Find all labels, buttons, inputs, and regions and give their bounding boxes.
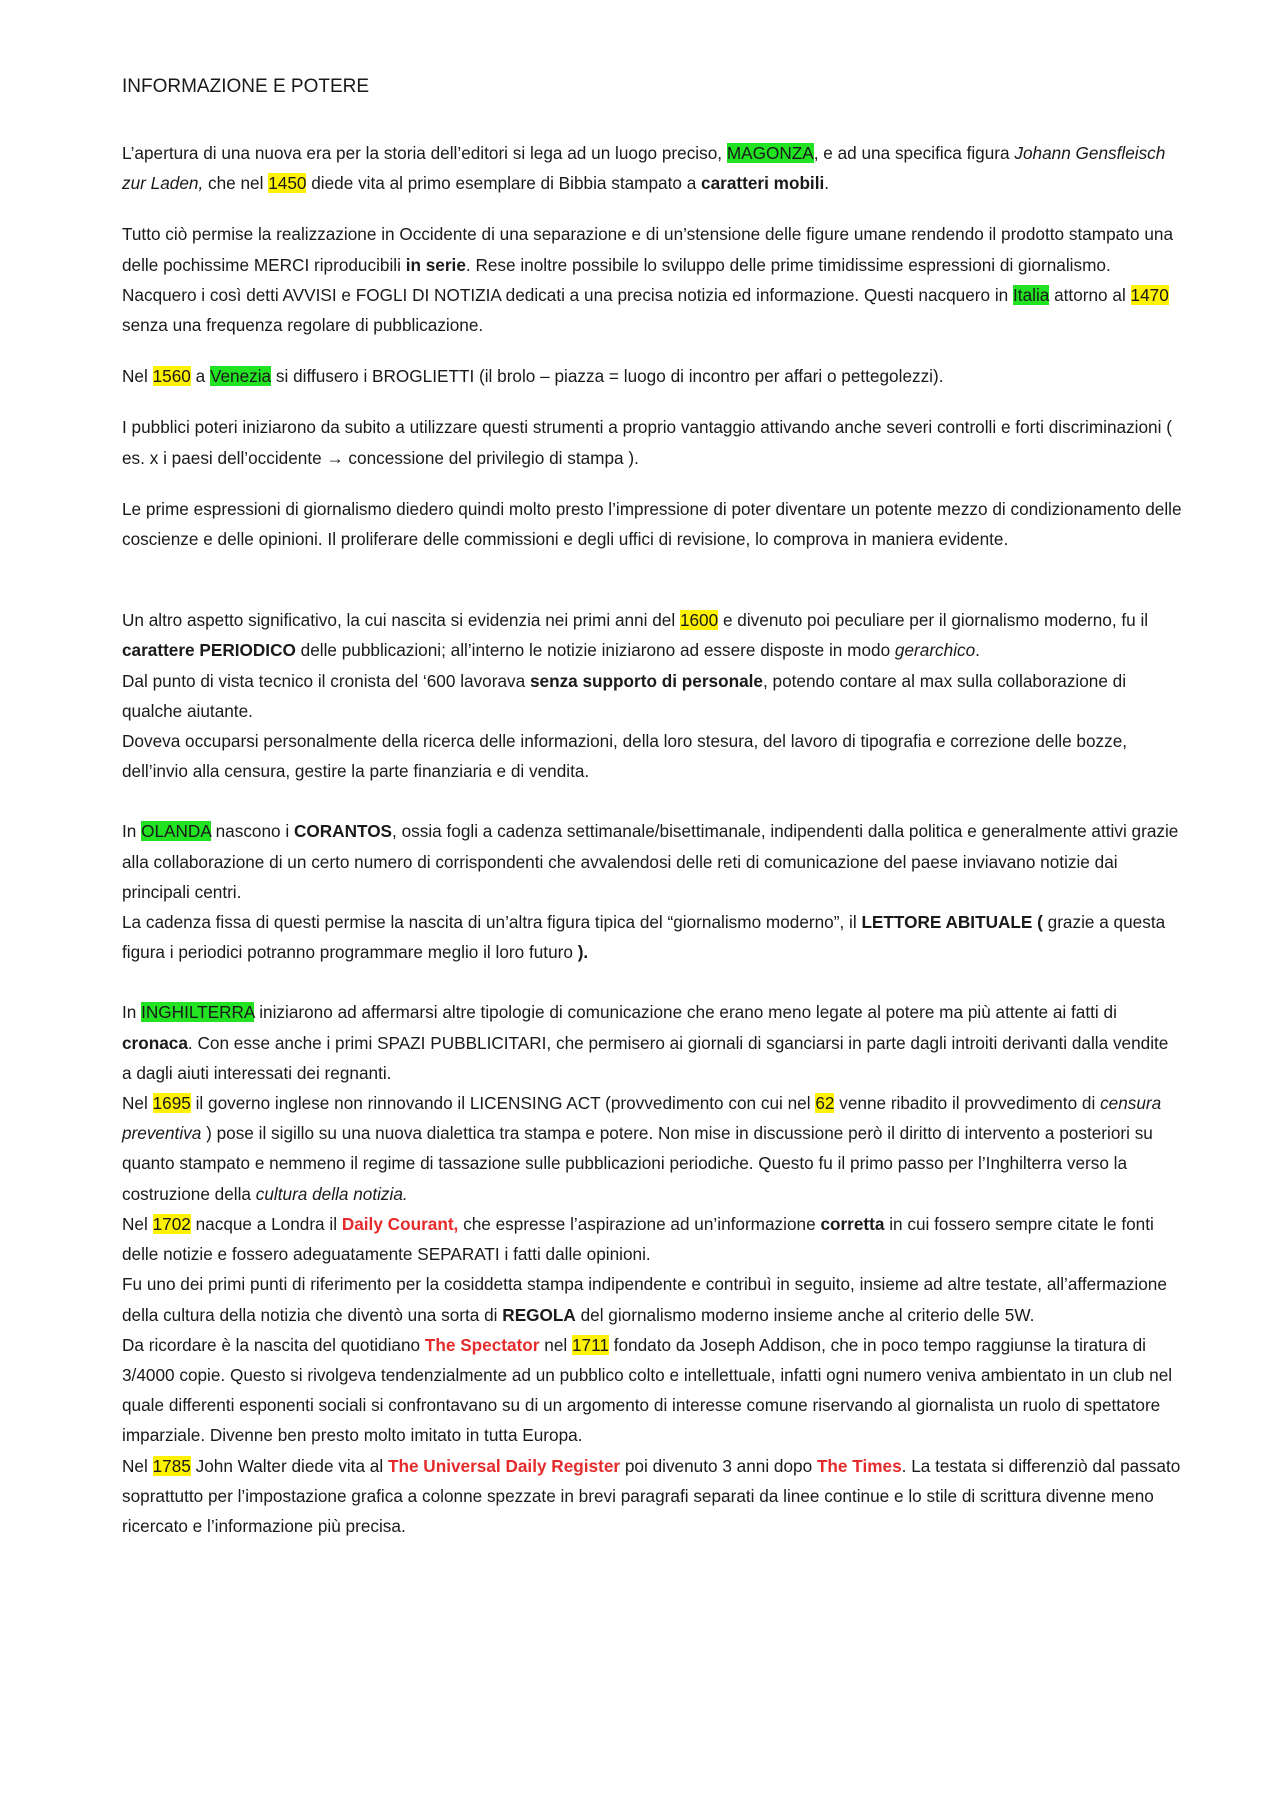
text: diede vita al primo esemplare di Bibbia stampato a: [306, 173, 702, 194]
text: venne ribadito il provvedimento di: [834, 1093, 1101, 1114]
document-page: [122, 72, 1182, 1541]
text: senza una frequenza regolare di pubblicazione.: [122, 315, 484, 336]
newspaper-title: The Spectator: [424, 1334, 540, 1355]
bold-term: cronaca: [122, 1032, 188, 1053]
paragraph-olanda: [122, 816, 1182, 907]
text: Dal punto di vista tecnico il cronista del ‘600 lavorava: [122, 670, 530, 691]
text: Fu uno dei primi punti di riferimento per la cosiddetta stampa indipendente e contribuì in seguito, insieme ad altre testate, all’affermazione della cultura della notizia che diventò una sorta di: [122, 1274, 1167, 1325]
highlight-year: 1695: [152, 1093, 191, 1114]
text: Nel: [122, 1093, 153, 1114]
italic-name: Johann Gensfleisch zur Laden,: [122, 143, 1166, 194]
paragraph-doveva: [122, 726, 1182, 786]
text: . Rese inoltre possibile lo sviluppo delle prime timidissime espressioni di giornalismo. Nacquero i così detti AVVISI e FOGLI DI NOTIZIA dedicati a una precisa notizia ed informazione. Questi nacquero in: [122, 254, 1111, 305]
text: ) pose il sigillo su una nuova dialettica tra stampa e potere. Non mise in discussione però il diritto di intervento a posteriori su quanto stampato e nemmeno il regime di tassazione sulle pubblicazioni periodiche. Questo fu il primo passo per l’Inghilterra verso la costruzione della: [122, 1123, 1153, 1204]
text: .: [975, 640, 980, 661]
italic-term: cultura della notizia.: [255, 1183, 408, 1204]
bold-term: in serie: [405, 254, 466, 275]
text: nel: [539, 1334, 572, 1355]
text: fondato da Joseph Addison, che in poco tempo raggiunse la tiratura di 3/4000 copie. Questo si rivolgeva tendenzialmente ad un pubblico colto e intellettuale, infatti ogni numero veniva ambientato in un club nel quale differenti esponenti sociali si confrontavano su di un argomento di interesse comune riservando al giornalista un ruolo di spettatore imparziale. Divenne ben presto molto imitato in tutta Europa.: [122, 1334, 1173, 1446]
paragraph-times: [122, 1451, 1182, 1542]
bold-term: ).: [577, 942, 589, 963]
text: Da ricordare è la nascita del quotidiano: [122, 1334, 425, 1355]
text: . Con esse anche i primi SPAZI PUBBLICITARI, che permisero ai giornali di sganciarsi in parte dagli introiti derivanti dalla vendite a dagli aiuti interessati dei regnanti.: [122, 1032, 1169, 1083]
bold-term: LETTORE ABITUALE (: [861, 912, 1043, 933]
text: concessione del privilegio di stampa ).: [343, 447, 639, 468]
highlight-year: 1560: [152, 366, 191, 387]
paragraph-inghilterra: [122, 997, 1182, 1088]
paragraph-espressioni: [122, 494, 1182, 554]
paragraph-spectator: [122, 1330, 1182, 1451]
paragraph-venezia: [122, 361, 1182, 391]
text: Tutto ciò permise la realizzazione in Occidente di una separazione e di un’stensione delle figure umane rendendo il prodotto stampato una delle pochissime MERCI riproducibili: [122, 224, 1173, 275]
text: Un altro aspetto significativo, la cui nascita si evidenzia nei primi anni del: [122, 610, 680, 631]
text: del giornalismo moderno insieme anche al criterio delle 5W.: [575, 1304, 1035, 1325]
text: , potendo contare al max sulla collaborazione di qualche aiutante.: [122, 670, 1127, 721]
text: poi divenuto 3 anni dopo: [620, 1455, 817, 1476]
text: il governo inglese non rinnovando il LICENSING ACT (provvedimento con cui nel: [190, 1093, 816, 1114]
highlight-place: MAGONZA: [726, 143, 814, 163]
text: si diffusero i BROGLIETTI (il brolo – piazza = luogo di incontro per affari o pettegolezzi).: [271, 366, 944, 387]
page-title: INFORMAZIONE E POTERE: [122, 76, 370, 97]
text: grazie a questa figura i periodici potranno programmare meglio il loro futuro: [122, 912, 1166, 963]
highlight-place: Italia: [1013, 284, 1050, 305]
text: John Walter diede vita al: [190, 1455, 388, 1476]
text: Nel: [122, 1213, 153, 1234]
text: che espresse l’aspirazione ad un’informazione: [458, 1213, 821, 1234]
paragraph-magonza: [122, 138, 1182, 198]
paragraph-periodico: [122, 605, 1182, 665]
bold-term: CORANTOS: [293, 821, 393, 842]
text: . La testata si differenziò dal passato soprattutto per l’impostazione grafica a colonne spezzate in brevi paragrafi separati da linee continue e lo stile di scrittura divenne meno ricercato e l’informazione più precisa.: [122, 1455, 1181, 1536]
text: nascono i: [210, 821, 294, 842]
highlight-place: Venezia: [209, 366, 272, 387]
text: e divenuto poi peculiare per il giornalismo moderno, fu il: [718, 610, 1149, 631]
text: Nel: [122, 1455, 153, 1476]
paragraph-lettore: [122, 907, 1182, 967]
text: delle pubblicazioni; all’interno le notizie iniziarono ad essere disposte in modo: [295, 640, 895, 661]
arrow-right-icon: →: [326, 447, 344, 468]
newspaper-title: Daily Courant,: [341, 1213, 459, 1234]
paragraph-daily-courant: [122, 1209, 1182, 1269]
text: Le prime espressioni di giornalismo diedero quindi molto presto l’impressione di poter diventare un potente mezzo di condizionamento delle coscienze e delle opinioni. Il proliferare delle commissioni e degli uffici di revisione, lo comprova in maniera evidente.: [122, 498, 1182, 550]
italic-term: gerarchico: [894, 640, 976, 661]
italic-term: censura preventiva: [122, 1093, 1162, 1144]
highlight-year: 62: [815, 1093, 835, 1114]
highlight-year: 1470: [1130, 284, 1169, 305]
paragraph-regola: [122, 1269, 1182, 1329]
text: La cadenza fissa di questi permise la nascita di un’altra figura tipica del “giornalismo moderno”, il: [122, 912, 862, 933]
newspaper-title: The Times: [816, 1455, 902, 1476]
paragraph-cronista: [122, 666, 1182, 726]
text: , ossia fogli a cadenza settimanale/bisettimanale, indipendenti dalla politica e generalmente attivi grazie alla collaborazione di un certo numero di corrispondenti che avvalendosi delle reti di comunicazione del paese inviavano notizie dai principali centri.: [122, 821, 1179, 902]
highlight-place: OLANDA: [141, 821, 211, 842]
text: nacque a Londra il: [190, 1213, 342, 1234]
bold-term: senza supporto di personale: [529, 670, 763, 691]
text: che nel: [203, 173, 269, 194]
text: In: [122, 821, 142, 842]
text: in cui fossero sempre citate le fonti delle notizie e fossero adeguatamente SEPARATI i fatti dalle opinioni.: [122, 1213, 1154, 1265]
bold-term: carattere PERIODICO: [122, 640, 296, 661]
text: a: [190, 366, 210, 387]
text: iniziarono ad affermarsi altre tipologie di comunicazione che erano meno legate al potere ma più attente ai fatti di: [254, 1002, 1117, 1023]
paragraph-merci: [122, 219, 1182, 340]
paragraph-poteri: [122, 412, 1182, 472]
highlight-year: 1702: [152, 1213, 191, 1234]
text: Doveva occuparsi personalmente della ricerca delle informazioni, della loro stesura, del lavoro di tipografia e correzione delle bozze, dell’invio alla censura, gestire la parte finanziaria e di vendita.: [122, 731, 1128, 782]
highlight-year: 1785: [152, 1455, 191, 1476]
bold-term: caratteri mobili: [701, 173, 825, 194]
text: .: [824, 173, 830, 194]
bold-term: REGOLA: [502, 1304, 576, 1325]
text: In: [122, 1002, 142, 1023]
text: , e ad una specifica figura: [813, 143, 1015, 163]
highlight-place: INGHILTERRA: [141, 1002, 255, 1023]
text: Nel: [122, 366, 153, 387]
text: L’apertura di una nuova era per la storia dell’editori si lega ad un luogo preciso,: [122, 143, 727, 163]
highlight-year: 1450: [268, 173, 307, 194]
text: attorno al: [1049, 284, 1131, 305]
highlight-year: 1600: [679, 610, 719, 631]
bold-term: corretta: [820, 1213, 885, 1234]
highlight-year: 1711: [571, 1334, 609, 1355]
text: I pubblici poteri iniziarono da subito a utilizzare questi strumenti a proprio vantaggio attivando anche severi controlli e forti discriminazioni ( es. x i paesi dell’occidente: [122, 417, 1172, 468]
newspaper-title: The Universal Daily Register: [387, 1455, 621, 1476]
paragraph-licensing: [122, 1088, 1182, 1209]
